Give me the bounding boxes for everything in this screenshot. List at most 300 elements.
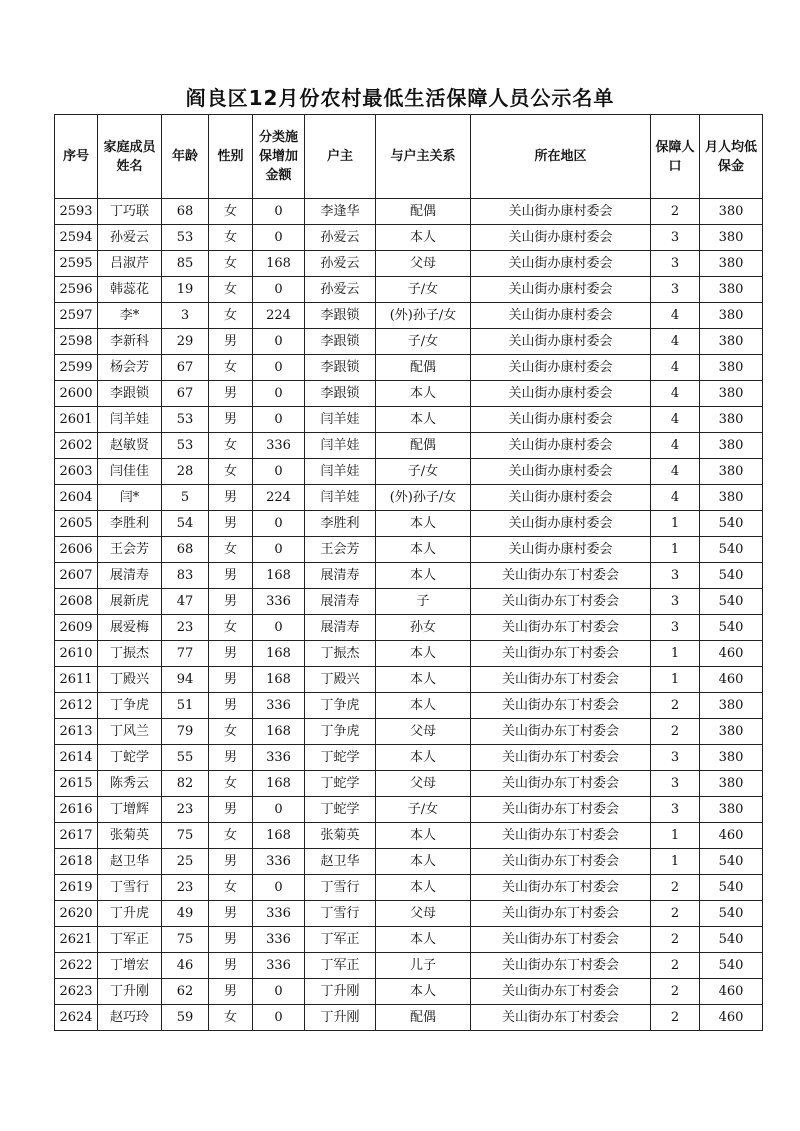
gender-cell: 男 xyxy=(209,745,253,771)
gender-cell: 男 xyxy=(209,693,253,719)
serial-cell: 2619 xyxy=(55,875,98,901)
age-cell: 23 xyxy=(162,875,209,901)
age-cell: 3 xyxy=(162,303,209,329)
name-cell: 丁升虎 xyxy=(98,901,162,927)
table-row xyxy=(55,407,763,433)
table-row xyxy=(55,693,763,719)
gender-cell: 男 xyxy=(209,407,253,433)
household-head-cell: 孙爱云 xyxy=(305,225,376,251)
gender-cell: 男 xyxy=(209,901,253,927)
extra-amount-cell: 0 xyxy=(253,615,305,641)
table-row xyxy=(55,797,763,823)
gender-cell: 男 xyxy=(209,329,253,355)
relation-cell: 父母 xyxy=(376,251,471,277)
monthly-allowance-cell: 460 xyxy=(700,979,763,1005)
household-head-cell: 李跟锁 xyxy=(305,381,376,407)
household-size-cell: 1 xyxy=(651,849,700,875)
serial-cell: 2598 xyxy=(55,329,98,355)
region-cell: 关山街办东丁村委会 xyxy=(471,797,651,823)
table-row xyxy=(55,927,763,953)
serial-cell: 2617 xyxy=(55,823,98,849)
name-cell: 吕淑芹 xyxy=(98,251,162,277)
table-row xyxy=(55,823,763,849)
region-cell: 关山街办康村委会 xyxy=(471,407,651,433)
monthly-allowance-cell: 460 xyxy=(700,1005,763,1031)
table-row xyxy=(55,979,763,1005)
region-cell: 关山街办康村委会 xyxy=(471,277,651,303)
name-cell: 杨会芳 xyxy=(98,355,162,381)
extra-amount-cell: 168 xyxy=(253,251,305,277)
serial-cell: 2614 xyxy=(55,745,98,771)
region-cell: 关山街办东丁村委会 xyxy=(471,875,651,901)
monthly-allowance-cell: 380 xyxy=(700,719,763,745)
monthly-allowance-cell: 460 xyxy=(700,823,763,849)
household-size-cell: 2 xyxy=(651,953,700,979)
table-row xyxy=(55,303,763,329)
table-row xyxy=(55,745,763,771)
name-cell: 丁雪行 xyxy=(98,875,162,901)
extra-amount-cell: 336 xyxy=(253,589,305,615)
age-cell: 67 xyxy=(162,355,209,381)
serial-cell: 2618 xyxy=(55,849,98,875)
table-body xyxy=(55,199,763,1031)
age-cell: 53 xyxy=(162,433,209,459)
relation-cell: 配偶 xyxy=(376,355,471,381)
name-cell: 丁巧联 xyxy=(98,199,162,225)
region-cell: 关山街办康村委会 xyxy=(471,511,651,537)
region-cell: 关山街办东丁村委会 xyxy=(471,823,651,849)
extra-amount-cell: 336 xyxy=(253,901,305,927)
monthly-allowance-cell: 540 xyxy=(700,563,763,589)
relation-cell: 儿子 xyxy=(376,953,471,979)
household-head-cell: 李跟锁 xyxy=(305,355,376,381)
gender-cell: 女 xyxy=(209,355,253,381)
monthly-allowance-cell: 380 xyxy=(700,693,763,719)
household-head-cell: 展清寿 xyxy=(305,563,376,589)
extra-amount-cell: 168 xyxy=(253,823,305,849)
monthly-allowance-cell: 540 xyxy=(700,589,763,615)
monthly-allowance-cell: 460 xyxy=(700,667,763,693)
relation-cell: 本人 xyxy=(376,823,471,849)
header-cell: 分类施保增加金额 xyxy=(253,115,305,199)
table-row xyxy=(55,329,763,355)
table-row xyxy=(55,537,763,563)
name-cell: 张菊英 xyxy=(98,823,162,849)
gender-cell: 女 xyxy=(209,1005,253,1031)
serial-cell: 2606 xyxy=(55,537,98,563)
household-size-cell: 4 xyxy=(651,407,700,433)
monthly-allowance-cell: 380 xyxy=(700,407,763,433)
extra-amount-cell: 0 xyxy=(253,355,305,381)
region-cell: 关山街办东丁村委会 xyxy=(471,719,651,745)
gender-cell: 女 xyxy=(209,277,253,303)
age-cell: 51 xyxy=(162,693,209,719)
table-row xyxy=(55,355,763,381)
extra-amount-cell: 336 xyxy=(253,927,305,953)
table-row xyxy=(55,251,763,277)
household-head-cell: 丁雪行 xyxy=(305,901,376,927)
age-cell: 59 xyxy=(162,1005,209,1031)
extra-amount-cell: 336 xyxy=(253,953,305,979)
extra-amount-cell: 168 xyxy=(253,563,305,589)
relation-cell: 本人 xyxy=(376,875,471,901)
name-cell: 丁蛇学 xyxy=(98,745,162,771)
name-cell: 赵敏贤 xyxy=(98,433,162,459)
age-cell: 29 xyxy=(162,329,209,355)
relation-cell: 孙女 xyxy=(376,615,471,641)
header-cell: 月人均低保金 xyxy=(700,115,763,199)
name-cell: 闫佳佳 xyxy=(98,459,162,485)
region-cell: 关山街办康村委会 xyxy=(471,303,651,329)
relation-cell: 本人 xyxy=(376,667,471,693)
monthly-allowance-cell: 540 xyxy=(700,615,763,641)
household-head-cell: 丁升刚 xyxy=(305,1005,376,1031)
gender-cell: 女 xyxy=(209,823,253,849)
serial-cell: 2605 xyxy=(55,511,98,537)
serial-cell: 2612 xyxy=(55,693,98,719)
serial-cell: 2611 xyxy=(55,667,98,693)
table-row xyxy=(55,1005,763,1031)
household-size-cell: 3 xyxy=(651,589,700,615)
table-row xyxy=(55,459,763,485)
gender-cell: 女 xyxy=(209,537,253,563)
region-cell: 关山街办东丁村委会 xyxy=(471,563,651,589)
relation-cell: 配偶 xyxy=(376,199,471,225)
name-cell: 展新虎 xyxy=(98,589,162,615)
household-size-cell: 3 xyxy=(651,225,700,251)
extra-amount-cell: 0 xyxy=(253,537,305,563)
relation-cell: 本人 xyxy=(376,563,471,589)
household-head-cell: 丁振杰 xyxy=(305,641,376,667)
gender-cell: 男 xyxy=(209,927,253,953)
household-head-cell: 李逢华 xyxy=(305,199,376,225)
name-cell: 丁增宏 xyxy=(98,953,162,979)
monthly-allowance-cell: 540 xyxy=(700,875,763,901)
household-size-cell: 2 xyxy=(651,875,700,901)
region-cell: 关山街办康村委会 xyxy=(471,329,651,355)
household-size-cell: 3 xyxy=(651,251,700,277)
serial-cell: 2602 xyxy=(55,433,98,459)
table-row xyxy=(55,381,763,407)
name-cell: 李新科 xyxy=(98,329,162,355)
household-size-cell: 2 xyxy=(651,927,700,953)
name-cell: 孙爱云 xyxy=(98,225,162,251)
extra-amount-cell: 168 xyxy=(253,719,305,745)
serial-cell: 2620 xyxy=(55,901,98,927)
serial-cell: 2608 xyxy=(55,589,98,615)
household-size-cell: 4 xyxy=(651,355,700,381)
relation-cell: 父母 xyxy=(376,719,471,745)
relation-cell: (外)孙子/女 xyxy=(376,485,471,511)
household-size-cell: 4 xyxy=(651,303,700,329)
relation-cell: (外)孙子/女 xyxy=(376,303,471,329)
monthly-allowance-cell: 540 xyxy=(700,927,763,953)
region-cell: 关山街办康村委会 xyxy=(471,225,651,251)
name-cell: 赵卫华 xyxy=(98,849,162,875)
monthly-allowance-cell: 380 xyxy=(700,433,763,459)
monthly-allowance-cell: 380 xyxy=(700,277,763,303)
name-cell: 赵巧玲 xyxy=(98,1005,162,1031)
age-cell: 68 xyxy=(162,537,209,563)
household-size-cell: 3 xyxy=(651,277,700,303)
name-cell: 丁殿兴 xyxy=(98,667,162,693)
relation-cell: 配偶 xyxy=(376,1005,471,1031)
table-row xyxy=(55,433,763,459)
relation-cell: 本人 xyxy=(376,225,471,251)
region-cell: 关山街办东丁村委会 xyxy=(471,927,651,953)
age-cell: 23 xyxy=(162,615,209,641)
household-size-cell: 2 xyxy=(651,1005,700,1031)
household-head-cell: 展清寿 xyxy=(305,615,376,641)
region-cell: 关山街办东丁村委会 xyxy=(471,745,651,771)
monthly-allowance-cell: 380 xyxy=(700,797,763,823)
serial-cell: 2595 xyxy=(55,251,98,277)
household-head-cell: 丁蛇学 xyxy=(305,771,376,797)
age-cell: 94 xyxy=(162,667,209,693)
region-cell: 关山街办东丁村委会 xyxy=(471,953,651,979)
age-cell: 83 xyxy=(162,563,209,589)
relation-cell: 子/女 xyxy=(376,797,471,823)
table-row xyxy=(55,225,763,251)
age-cell: 54 xyxy=(162,511,209,537)
age-cell: 25 xyxy=(162,849,209,875)
household-head-cell: 闫羊娃 xyxy=(305,407,376,433)
household-head-cell: 孙爱云 xyxy=(305,277,376,303)
table-row xyxy=(55,615,763,641)
region-cell: 关山街办康村委会 xyxy=(471,199,651,225)
table-row xyxy=(55,641,763,667)
household-size-cell: 1 xyxy=(651,537,700,563)
monthly-allowance-cell: 380 xyxy=(700,381,763,407)
household-size-cell: 4 xyxy=(651,459,700,485)
household-size-cell: 2 xyxy=(651,901,700,927)
monthly-allowance-cell: 380 xyxy=(700,355,763,381)
gender-cell: 女 xyxy=(209,199,253,225)
household-head-cell: 李跟锁 xyxy=(305,303,376,329)
household-head-cell: 孙爱云 xyxy=(305,251,376,277)
region-cell: 关山街办康村委会 xyxy=(471,485,651,511)
region-cell: 关山街办东丁村委会 xyxy=(471,693,651,719)
household-head-cell: 丁殿兴 xyxy=(305,667,376,693)
name-cell: 丁增辉 xyxy=(98,797,162,823)
region-cell: 关山街办康村委会 xyxy=(471,433,651,459)
household-size-cell: 3 xyxy=(651,615,700,641)
household-size-cell: 3 xyxy=(651,771,700,797)
relation-cell: 父母 xyxy=(376,771,471,797)
extra-amount-cell: 0 xyxy=(253,1005,305,1031)
name-cell: 丁风兰 xyxy=(98,719,162,745)
household-head-cell: 李跟锁 xyxy=(305,329,376,355)
header-cell: 序号 xyxy=(55,115,98,199)
name-cell: 李* xyxy=(98,303,162,329)
monthly-allowance-cell: 540 xyxy=(700,849,763,875)
extra-amount-cell: 0 xyxy=(253,329,305,355)
extra-amount-cell: 0 xyxy=(253,797,305,823)
gender-cell: 男 xyxy=(209,641,253,667)
serial-cell: 2623 xyxy=(55,979,98,1005)
monthly-allowance-cell: 380 xyxy=(700,329,763,355)
household-size-cell: 2 xyxy=(651,199,700,225)
region-cell: 关山街办东丁村委会 xyxy=(471,615,651,641)
age-cell: 75 xyxy=(162,927,209,953)
gender-cell: 男 xyxy=(209,849,253,875)
monthly-allowance-cell: 380 xyxy=(700,303,763,329)
region-cell: 关山街办东丁村委会 xyxy=(471,771,651,797)
serial-cell: 2624 xyxy=(55,1005,98,1031)
table-row xyxy=(55,485,763,511)
household-size-cell: 1 xyxy=(651,823,700,849)
household-head-cell: 李胜利 xyxy=(305,511,376,537)
region-cell: 关山街办东丁村委会 xyxy=(471,589,651,615)
serial-cell: 2594 xyxy=(55,225,98,251)
extra-amount-cell: 224 xyxy=(253,485,305,511)
relation-cell: 父母 xyxy=(376,901,471,927)
table-row xyxy=(55,875,763,901)
household-head-cell: 闫羊娃 xyxy=(305,485,376,511)
serial-cell: 2622 xyxy=(55,953,98,979)
region-cell: 关山街办东丁村委会 xyxy=(471,849,651,875)
serial-cell: 2597 xyxy=(55,303,98,329)
region-cell: 关山街办康村委会 xyxy=(471,537,651,563)
serial-cell: 2599 xyxy=(55,355,98,381)
relation-cell: 子/女 xyxy=(376,277,471,303)
serial-cell: 2593 xyxy=(55,199,98,225)
household-size-cell: 4 xyxy=(651,433,700,459)
name-cell: 展清寿 xyxy=(98,563,162,589)
relation-cell: 本人 xyxy=(376,693,471,719)
age-cell: 79 xyxy=(162,719,209,745)
header-cell: 保障人口 xyxy=(651,115,700,199)
household-head-cell: 王会芳 xyxy=(305,537,376,563)
extra-amount-cell: 168 xyxy=(253,667,305,693)
name-cell: 李跟锁 xyxy=(98,381,162,407)
name-cell: 丁振杰 xyxy=(98,641,162,667)
extra-amount-cell: 0 xyxy=(253,225,305,251)
relation-cell: 本人 xyxy=(376,927,471,953)
header-cell: 所在地区 xyxy=(471,115,651,199)
household-head-cell: 丁争虎 xyxy=(305,693,376,719)
serial-cell: 2600 xyxy=(55,381,98,407)
age-cell: 5 xyxy=(162,485,209,511)
age-cell: 47 xyxy=(162,589,209,615)
household-head-cell: 丁争虎 xyxy=(305,719,376,745)
relation-cell: 本人 xyxy=(376,511,471,537)
gender-cell: 女 xyxy=(209,875,253,901)
gender-cell: 女 xyxy=(209,225,253,251)
gender-cell: 男 xyxy=(209,381,253,407)
household-size-cell: 1 xyxy=(651,641,700,667)
region-cell: 关山街办东丁村委会 xyxy=(471,901,651,927)
relation-cell: 本人 xyxy=(376,641,471,667)
gender-cell: 女 xyxy=(209,615,253,641)
gender-cell: 女 xyxy=(209,459,253,485)
age-cell: 55 xyxy=(162,745,209,771)
page-title: 阎良区12月份农村最低生活保障人员公示名单 xyxy=(185,86,615,110)
name-cell: 闫* xyxy=(98,485,162,511)
serial-cell: 2601 xyxy=(55,407,98,433)
household-head-cell: 丁雪行 xyxy=(305,875,376,901)
table-row xyxy=(55,901,763,927)
monthly-allowance-cell: 380 xyxy=(700,745,763,771)
age-cell: 49 xyxy=(162,901,209,927)
household-head-cell: 丁军正 xyxy=(305,953,376,979)
extra-amount-cell: 336 xyxy=(253,433,305,459)
extra-amount-cell: 0 xyxy=(253,459,305,485)
header-cell: 与户主关系 xyxy=(376,115,471,199)
extra-amount-cell: 0 xyxy=(253,381,305,407)
age-cell: 67 xyxy=(162,381,209,407)
extra-amount-cell: 0 xyxy=(253,979,305,1005)
name-cell: 闫羊娃 xyxy=(98,407,162,433)
extra-amount-cell: 0 xyxy=(253,875,305,901)
age-cell: 53 xyxy=(162,225,209,251)
age-cell: 77 xyxy=(162,641,209,667)
monthly-allowance-cell: 540 xyxy=(700,537,763,563)
relation-cell: 本人 xyxy=(376,537,471,563)
age-cell: 46 xyxy=(162,953,209,979)
name-cell: 韩蕊花 xyxy=(98,277,162,303)
serial-cell: 2621 xyxy=(55,927,98,953)
monthly-allowance-cell: 380 xyxy=(700,225,763,251)
name-cell: 丁升刚 xyxy=(98,979,162,1005)
age-cell: 75 xyxy=(162,823,209,849)
extra-amount-cell: 224 xyxy=(253,303,305,329)
household-head-cell: 丁军正 xyxy=(305,927,376,953)
serial-cell: 2615 xyxy=(55,771,98,797)
table-header-row xyxy=(55,115,763,199)
age-cell: 53 xyxy=(162,407,209,433)
serial-cell: 2609 xyxy=(55,615,98,641)
gender-cell: 男 xyxy=(209,485,253,511)
region-cell: 关山街办东丁村委会 xyxy=(471,667,651,693)
extra-amount-cell: 168 xyxy=(253,641,305,667)
region-cell: 关山街办康村委会 xyxy=(471,251,651,277)
region-cell: 关山街办东丁村委会 xyxy=(471,641,651,667)
gender-cell: 男 xyxy=(209,589,253,615)
gender-cell: 男 xyxy=(209,979,253,1005)
gender-cell: 女 xyxy=(209,719,253,745)
serial-cell: 2610 xyxy=(55,641,98,667)
name-cell: 丁军正 xyxy=(98,927,162,953)
relation-cell: 子 xyxy=(376,589,471,615)
relation-cell: 子/女 xyxy=(376,329,471,355)
serial-cell: 2596 xyxy=(55,277,98,303)
header-cell: 年龄 xyxy=(162,115,209,199)
household-head-cell: 闫羊娃 xyxy=(305,433,376,459)
monthly-allowance-cell: 460 xyxy=(700,641,763,667)
name-cell: 李胜利 xyxy=(98,511,162,537)
table-row xyxy=(55,199,763,225)
extra-amount-cell: 336 xyxy=(253,693,305,719)
gender-cell: 女 xyxy=(209,433,253,459)
relation-cell: 子/女 xyxy=(376,459,471,485)
household-size-cell: 2 xyxy=(651,693,700,719)
household-size-cell: 1 xyxy=(651,667,700,693)
extra-amount-cell: 0 xyxy=(253,199,305,225)
header-cell: 性别 xyxy=(209,115,253,199)
household-size-cell: 4 xyxy=(651,381,700,407)
name-cell: 王会芳 xyxy=(98,537,162,563)
table-row xyxy=(55,953,763,979)
monthly-allowance-cell: 540 xyxy=(700,511,763,537)
extra-amount-cell: 0 xyxy=(253,407,305,433)
relation-cell: 配偶 xyxy=(376,433,471,459)
household-head-cell: 丁蛇学 xyxy=(305,745,376,771)
age-cell: 85 xyxy=(162,251,209,277)
name-cell: 陈秀云 xyxy=(98,771,162,797)
header-cell: 户主 xyxy=(305,115,376,199)
household-size-cell: 2 xyxy=(651,719,700,745)
